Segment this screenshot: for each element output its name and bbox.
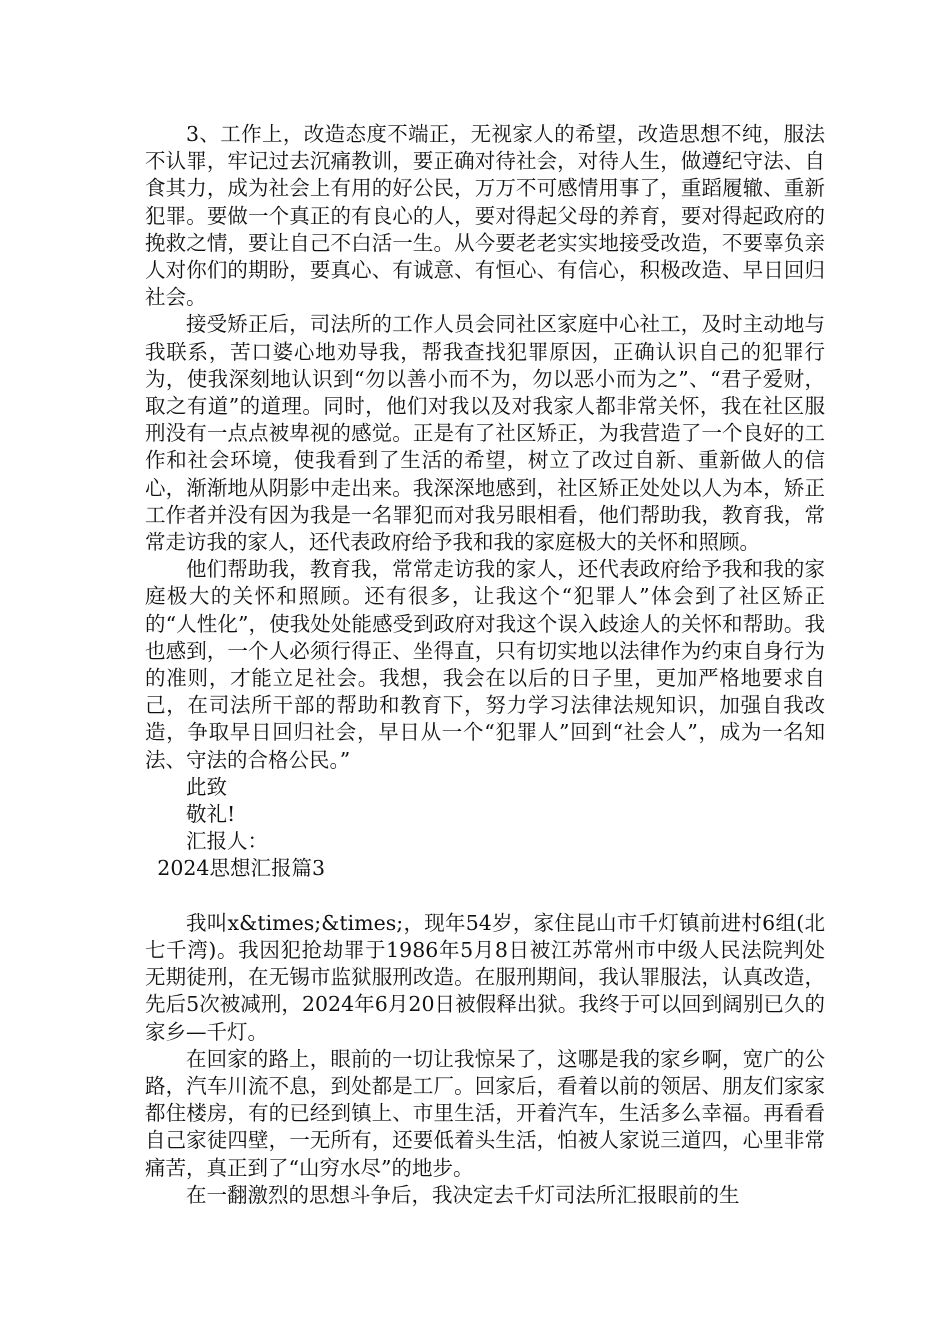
section-spacer (145, 883, 825, 910)
closing-cizhi: 此致 (186, 774, 227, 799)
paragraph-returning-home: 在回家的路上，眼前的一切让我惊呆了，这哪是我的家乡啊，宽广的公路，汽车川流不息，到处都是工厂。回家后，看着以前的领居、朋友们家家都住楼房，有的已经到镇上、市里生活，开着汽车，生活多么幸福。再看看自己家徒四壁，一无所有，还要低着头生活，怕被人家说三道四，心里非常痛苦，真正到了“山穷水尽”的地步。 (145, 1046, 825, 1180)
closing-jingli: 敬礼! (186, 802, 236, 827)
paragraph-work-attitude: 3、工作上，改造态度不端正，无视家人的希望，改造思想不纯，服法不认罪，牢记过去沉痛教训，要正确对待社会，对待人生，做遵纪守法、自食其力，成为社会上有用的好公民，万万不可感情用事了，重蹈履辙、重新犯罪。要做一个真正的有良心的人，要对得起父母的养育，要对得起政府的挽救之情，要让自己不白活一生。从今要老老实实地接受改造，不要辜负亲人对你们的期盼，要真心、有诚意、有恒心、有信心，积极改造、早日回归社会。 (145, 122, 825, 310)
document-body (145, 121, 825, 1209)
paragraph-help-education: 他们帮助我，教育我，常常走访我的家人，还代表政府给予我和我的家庭极大的关怀和照顾。还有很多，让我这个“犯罪人”体会到了社区矫正的“人性化”，使我处处能感受到政府对我这个误入歧途人的关怀和帮助。我也感到，一个人必须行得正、坐得直，只有切实地以法律作为约束自身行为的准则，才能立足社会。我想，我会在以后的日子里，更加严格地要求自己，在司法所干部的帮助和教育下，努力学习法律法规知识，加强自我改造，争取早日回归社会，早日从一个“犯罪人”回到“社会人”，成为一名知法、守法的合格公民。” (145, 557, 825, 772)
paragraph-after-correction: 接受矫正后，司法所的工作人员会同社区家庭中心社工，及时主动地与我联系，苦口婆心地劝导我，帮我查找犯罪原因，正确认识自己的犯罪行为，使我深刻地认识到“勿以善小而不为，勿以恶小而为之”、“君子爱财，取之有道”的道理。同时，他们对我以及对我家人都非常关怀，我在社区服刑没有一点点被卑视的感觉。正是有了社区矫正，为我营造了一个良好的工作和社会环境，使我看到了生活的希望，树立了改过自新、重新做人的信心，渐渐地从阴影中走出来。我深深地感到，社区矫正处处以人为本，矫正工作者并没有因为我是一名罪犯而对我另眼相看，他们帮助我，教育我，常常走访我的家人，还代表政府给予我和我的家庭极大的关怀和照顾。 (145, 312, 825, 555)
section-title: 2024思想汇报篇3 (157, 856, 326, 881)
paragraph-decision: 在一翻激烈的思想斗争后，我决定去千灯司法所汇报眼前的生 (186, 1182, 740, 1207)
paragraph-self-introduction: 我叫x&times;&times;，现年54岁，家住昆山市千灯镇前进村6组(北七千湾)。我因犯抢劫罪于1986年5月8日被江苏常州市中级人民法院判处无期徒刑，在无锡市监狱服刑改造。在服刑期间，我认罪服法，认真改造，先后5次被减刑，2024年6月20日被假释出狱。我终于可以回到阔别已久的家乡—千灯。 (145, 910, 825, 1044)
closing-reporter: 汇报人： (186, 829, 268, 854)
